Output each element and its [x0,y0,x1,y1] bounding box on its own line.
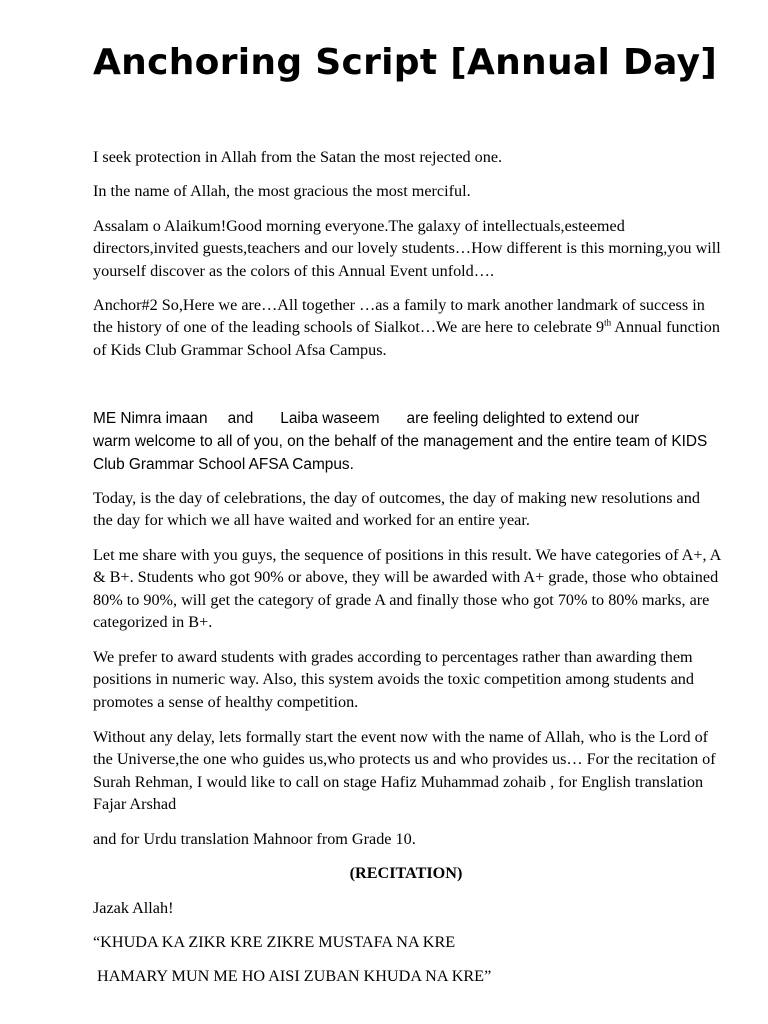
anchor-2-name: Laiba waseem [280,410,380,427]
paragraph-celebrations: Today, is the day of celebrations, the day of outcomes, the day of making new resolutions and the day for which we all have waited and worked for an entire year. [93,489,700,530]
paragraph-greeting: Assalam o Alaikum!Good morning everyone.The galaxy of intellectuals,esteemed directors,invited guests,teachers and our lovely students…How different is this morning,you will yourself discover as the colors of this Annual Event unfold…. [93,217,721,280]
ordinal-suffix: th [604,318,612,329]
verse-line-2: HAMARY MUN ME HO AISI ZUBAN KHUDA NA KRE” [93,967,492,985]
paragraph-start-event: Without any delay, lets formally start the event now with the name of Allah, who is the Lord of the Universe,the one who guides us,who protects us and who provides us… For the recitation of Surah Rehman, I would like to call on stage Hafiz Muhammad zohaib , for English translation Fajar Arshad [93,728,716,814]
paragraph-anchor-2-end: Annual function of Kids Club Grammar School Afsa Campus. [93,318,720,359]
paragraph-welcome-line1 [93,407,723,430]
welcome-line1-rest: are feeling delighted to extend our [406,410,640,427]
paragraph-grading: Let me share with you guys, the sequence of positions in this result. We have categories of A+, A & B+. Students who got 90% or above, they will be awarded with A+ grade, those who obtained 80% to 90%, will get the category of grade A and finally those who got 70% to 80% marks, are categorized in B+. [93,546,721,632]
welcome-line2: warm welcome to all of you, on the behalf of the management and the entire team of KIDS Club Grammar School AFSA Campus. [93,433,708,474]
paragraph-percentages: We prefer to award students with grades according to percentages rather than awarding them positions in numeric way. Also, this system avoids the toxic competition among students and promotes a sense of healthy competition. [93,648,694,711]
conjunction-and: and [227,410,254,427]
paragraph-anchor-2 [93,294,723,361]
anchor-1-name: ME Nimra imaan [93,410,208,427]
paragraph-bismillah: In the name of Allah, the most gracious the most merciful. [93,182,471,200]
paragraph-urdu-translation: and for Urdu translation Mahnoor from Grade 10. [93,830,416,848]
paragraph-jazak-allah: Jazak Allah! [93,899,174,917]
paragraph-anchor-2-text: Anchor#2 So,Here we are…All together …as a family to mark another landmark of success in the history of one of the leading schools of Sialkot…We are here to celebrate 9 [93,296,705,337]
paragraph-protection: I seek protection in Allah from the Satan the most rejected one. [93,148,503,166]
paragraph-welcome-rest [93,430,723,477]
verse-line-1: “KHUDA KA ZIKR KRE ZIKRE MUSTAFA NA KRE [93,933,456,951]
recitation-heading: (RECITATION) [349,864,463,882]
document-title: Anchoring Script [Annual Day] [93,42,718,83]
